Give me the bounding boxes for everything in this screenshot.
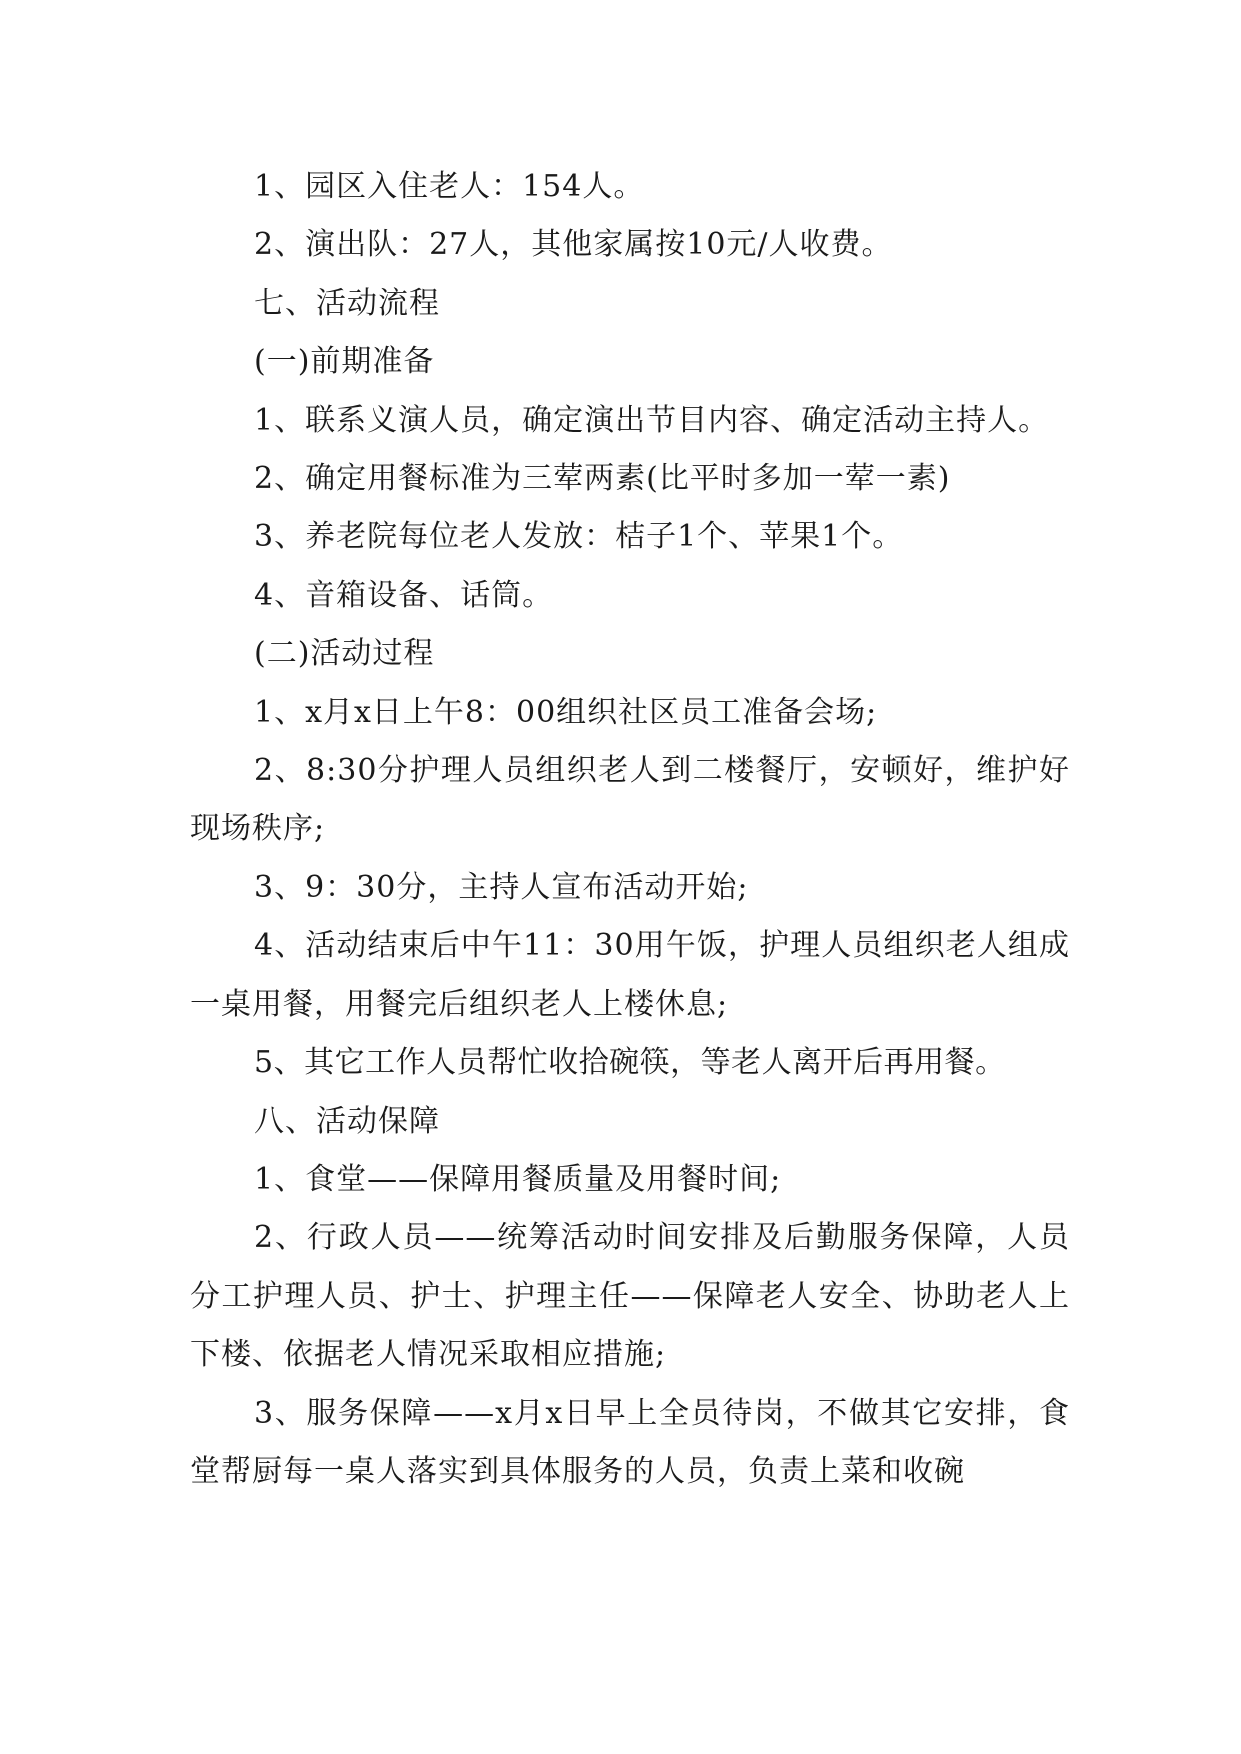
paragraph-residents-count: 1、园区入住老人：154人。	[254, 169, 645, 204]
section-heading-activity-flow: 七、活动流程	[254, 285, 440, 321]
paragraph-performers-fee: 2、演出队：27人，其他家属按10元/人收费。	[254, 227, 893, 263]
paragraph-audio-equipment: 4、音箱设备、话筒。	[254, 577, 554, 613]
subsection-heading-preparation: (一)前期准备	[254, 344, 435, 380]
paragraph-staff-cleanup: 5、其它工作人员帮忙收拾碗筷，等老人离开后再用餐。	[254, 1045, 1006, 1081]
paragraph-meal-standard: 2、确定用餐标准为三荤两素(比平时多加一荤一素)	[254, 461, 951, 497]
paragraph-lunch-arrangement: 4、活动结束后中午11：30用午饭，护理人员组织老人组成一桌用餐，用餐完后组织老人上楼休息;	[190, 928, 1070, 1022]
paragraph-fruit-distribution: 3、养老院每位老人发放：桔子1个、苹果1个。	[254, 519, 904, 555]
paragraph-escort-elders: 2、8:30分护理人员组织老人到二楼餐厅，安顿好，维护好现场秩序;	[190, 753, 1070, 847]
paragraph-service-guarantee: 3、服务保障——x月x日早上全员待岗，不做其它安排，食堂帮厨每一桌人落实到具体服务的人员，负责上菜和收碗	[190, 1395, 1070, 1489]
paragraph-host-opening: 3、9：30分，主持人宣布活动开始;	[254, 869, 749, 905]
document-body	[190, 158, 1070, 1501]
paragraph-admin-guarantee: 2、行政人员——统筹活动时间安排及后勤服务保障，人员分工护理人员、护士、护理主任——保障老人安全、协助老人上下楼、依据老人情况采取相应措施;	[190, 1220, 1070, 1373]
subsection-heading-process: (二)活动过程	[254, 636, 435, 672]
section-heading-activity-guarantee: 八、活动保障	[254, 1103, 440, 1139]
paragraph-contact-performers: 1、联系义演人员，确定演出节目内容、确定活动主持人。	[254, 402, 1050, 438]
paragraph-canteen-guarantee: 1、食堂——保障用餐质量及用餐时间;	[254, 1161, 782, 1197]
paragraph-venue-setup: 1、x月x日上午8：00组织社区员工准备会场;	[254, 694, 878, 730]
